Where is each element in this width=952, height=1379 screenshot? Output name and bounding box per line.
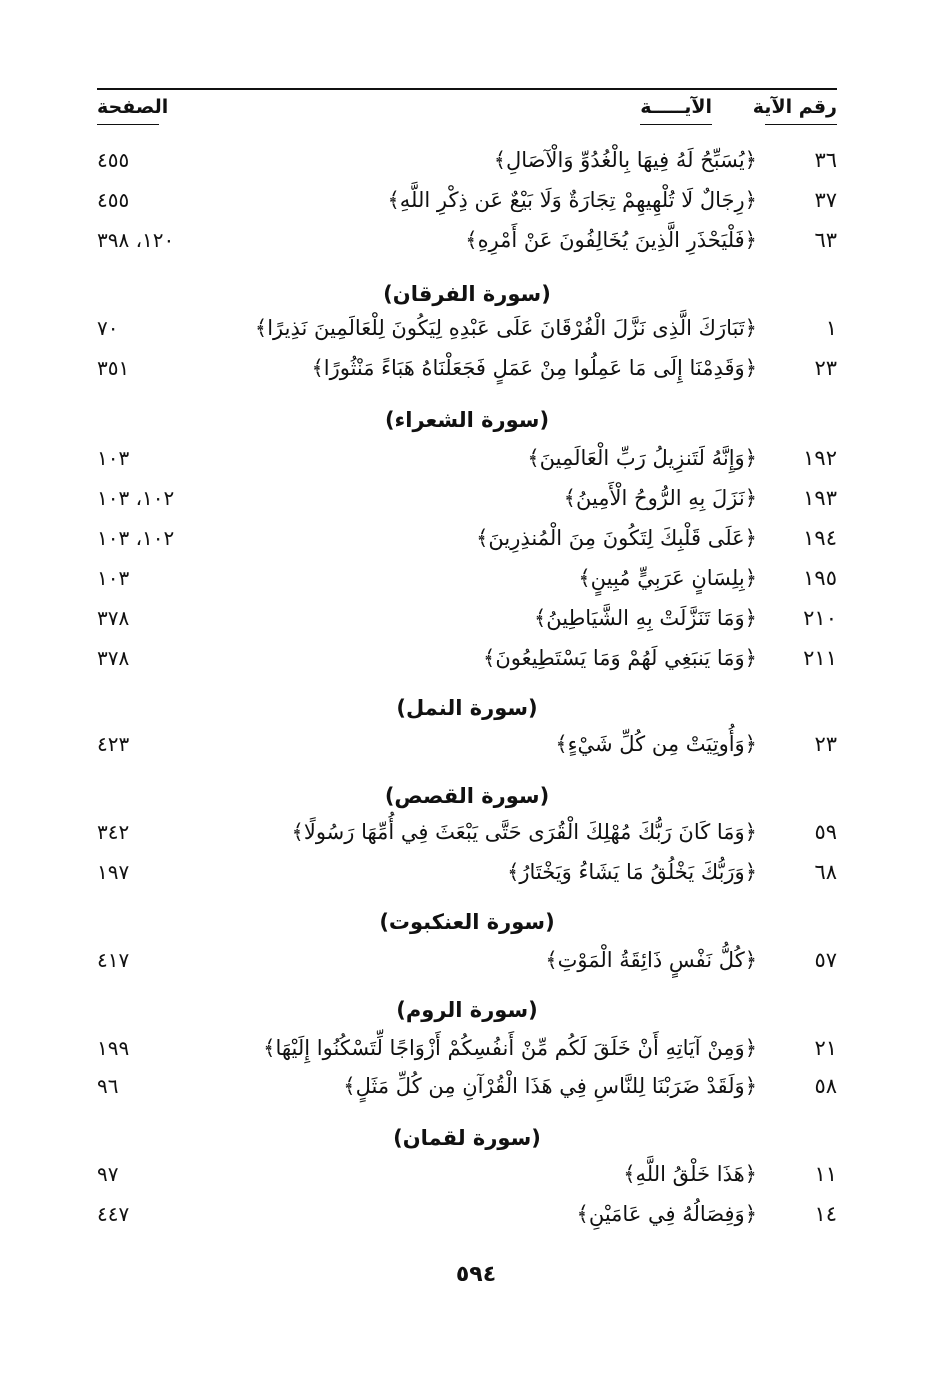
ayah-text: ﴿هَذَا خَلْقُ اللَّهِ﴾ (623, 1162, 757, 1186)
ayah-number: ٥٧ (814, 948, 837, 972)
ayah-number: ٣٧ (814, 188, 837, 212)
surah-heading: (سورة القصص) (384, 784, 550, 808)
page-reference: ١٠٢، ١٠٣ (97, 486, 175, 510)
surah-heading: (سورة العنكبوت) (379, 910, 555, 934)
table-row (97, 646, 837, 680)
ayah-text: ﴿وَمَا يَنبَغِي لَهُمْ وَمَا يَسْتَطِيعُونَ﴾ (483, 646, 757, 670)
ayah-text: ﴿يُسَبِّحُ لَهُ فِيهَا بِالْغُدُوِّ وَالْآصَالِ﴾ (493, 148, 757, 172)
page-reference: ٤٥٥ (97, 188, 130, 212)
ayah-text: ﴿وَقَدِمْنَا إِلَى مَا عَمِلُوا مِنْ عَمَلٍ فَجَعَلْنَاهُ هَبَاءً مَنْثُورًا﴾ (311, 356, 757, 380)
ayah-text: ﴿وَمِنْ آيَاتِهِ أَنْ خَلَقَ لَكُم مِّنْ أَنفُسِكُمْ أَزْوَاجًا لِّتَسْكُنُوا إِلَيْهَا﴾ (263, 1036, 757, 1060)
page-reference: ١٠٣ (97, 446, 130, 470)
page-reference: ٩٧ (97, 1162, 119, 1186)
ayah-number: ٥٨ (814, 1074, 837, 1098)
table-row (97, 486, 837, 520)
table-row (97, 732, 837, 766)
table-row (97, 1202, 837, 1236)
ayah-number: ٢١ (814, 1036, 837, 1060)
ayah-text: ﴿كُلُّ نَفْسٍ ذَائِقَةُ الْمَوْتِ﴾ (545, 948, 757, 972)
ayah-number-column-header: رقم الآية (752, 96, 837, 118)
page-reference: ٤٤٧ (97, 1202, 130, 1226)
ayah-number: ٢٣ (814, 356, 837, 380)
header-underline (97, 124, 159, 125)
table-row (97, 948, 837, 982)
ayah-text: ﴿رِجَالٌ لَا تُلْهِيهِمْ تِجَارَةٌ وَلَا بَيْعٌ عَن ذِكْرِ اللَّهِ﴾ (387, 188, 757, 212)
ayah-number: ٦٨ (814, 860, 837, 884)
surah-heading: (سورة الفرقان) (383, 282, 551, 306)
table-row (97, 356, 837, 390)
header-underline (765, 124, 837, 125)
ayah-text: ﴿فَلْيَحْذَرِ الَّذِينَ يُخَالِفُونَ عَنْ أَمْرِهِ﴾ (465, 228, 757, 252)
ayah-text: ﴿وَفِصَالُهُ فِي عَامَيْنِ﴾ (576, 1202, 757, 1226)
page-reference: ١٢٠، ٣٩٨ (97, 228, 175, 252)
table-row (97, 1036, 837, 1070)
ayah-number: ١١ (814, 1162, 837, 1186)
page-reference: ١٠٢، ١٠٣ (97, 526, 175, 550)
ayah-number: ٢١١ (803, 646, 837, 670)
page-reference: ٣٥١ (97, 356, 130, 380)
page-reference: ٤١٧ (97, 948, 130, 972)
ayah-number: ١٩٥ (803, 566, 837, 590)
table-row (97, 188, 837, 222)
ayah-text: ﴿تَبَارَكَ الَّذِى نَزَّلَ الْفُرْقَانَ عَلَى عَبْدِهِ لِيَكُونَ لِلْعَالَمِينَ نَذِيرًا﴾ (254, 316, 757, 340)
ayah-number: ٣٦ (814, 148, 837, 172)
ayah-text: ﴿وَلَقَدْ ضَرَبْنَا لِلنَّاسِ فِي هَذَا الْقُرْآنِ مِن كُلِّ مَثَلٍ﴾ (343, 1074, 757, 1098)
page-reference: ١٩٩ (97, 1036, 130, 1060)
surah-heading: (سورة النمل) (396, 696, 538, 720)
ayah-text: ﴿نَزَلَ بِهِ الرُّوحُ الْأَمِينُ﴾ (563, 486, 757, 510)
surah-heading: (سورة لقمان) (393, 1126, 541, 1150)
page-number: ٥٩٤ (455, 1262, 497, 1287)
table-row (97, 148, 837, 182)
ayah-number: ١٤ (814, 1202, 837, 1226)
ayah-number: ٥٩ (814, 820, 837, 844)
ayah-number: ٢١٠ (803, 606, 837, 630)
ayah-number: ٢٣ (814, 732, 837, 756)
page-reference: ٣٤٢ (97, 820, 130, 844)
top-rule (97, 88, 837, 90)
surah-heading: (سورة الروم) (396, 998, 538, 1022)
page-reference: ٣٧٨ (97, 646, 130, 670)
table-row (97, 228, 837, 262)
table-row (97, 820, 837, 854)
table-row (97, 526, 837, 560)
ayah-number: ١ (825, 316, 837, 340)
ayah-text: ﴿وَإِنَّهُ لَتَنزِيلُ رَبِّ الْعَالَمِينَ﴾ (527, 446, 757, 470)
surah-heading: (سورة الشعراء) (384, 408, 550, 432)
ayah-text: ﴿وَأُوتِيَتْ مِن كُلِّ شَيْءٍ﴾ (555, 732, 757, 756)
page-reference: ٤٢٣ (97, 732, 130, 756)
ayah-text: ﴿بِلِسَانٍ عَرَبِيٍّ مُبِينٍ﴾ (578, 566, 757, 590)
ayah-number: ١٩٣ (803, 486, 837, 510)
ayah-number: ٦٣ (814, 228, 837, 252)
page-reference: ٣٧٨ (97, 606, 130, 630)
table-row (97, 606, 837, 640)
page-reference: ١٠٣ (97, 566, 130, 590)
ayah-text: ﴿وَمَا كَانَ رَبُّكَ مُهْلِكَ الْقُرَى حَتَّى يَبْعَثَ فِي أُمِّهَا رَسُولًا﴾ (291, 820, 757, 844)
page-column-header: الصفحة (97, 96, 169, 118)
ayah-column-header: الآيـــــة (640, 96, 712, 118)
table-row (97, 860, 837, 894)
table-row (97, 446, 837, 480)
header-underline (640, 124, 712, 125)
table-row (97, 1162, 837, 1196)
table-row (97, 566, 837, 600)
page-reference: ٤٥٥ (97, 148, 130, 172)
ayah-number: ١٩٢ (803, 446, 837, 470)
page-reference: ٩٦ (97, 1074, 119, 1098)
ayah-text: ﴿وَمَا تَنَزَّلَتْ بِهِ الشَّيَاطِينُ﴾ (533, 606, 757, 630)
ayah-number: ١٩٤ (803, 526, 837, 550)
page-reference: ٧٠ (97, 316, 119, 340)
table-row (97, 1074, 837, 1108)
page-reference: ١٩٧ (97, 860, 130, 884)
ayah-text: ﴿عَلَى قَلْبِكَ لِتَكُونَ مِنَ الْمُنذِرِينَ﴾ (476, 526, 757, 550)
ayah-text: ﴿وَرَبُّكَ يَخْلُقُ مَا يَشَاءُ وَيَخْتَارُ﴾ (507, 860, 757, 884)
table-row (97, 316, 837, 350)
